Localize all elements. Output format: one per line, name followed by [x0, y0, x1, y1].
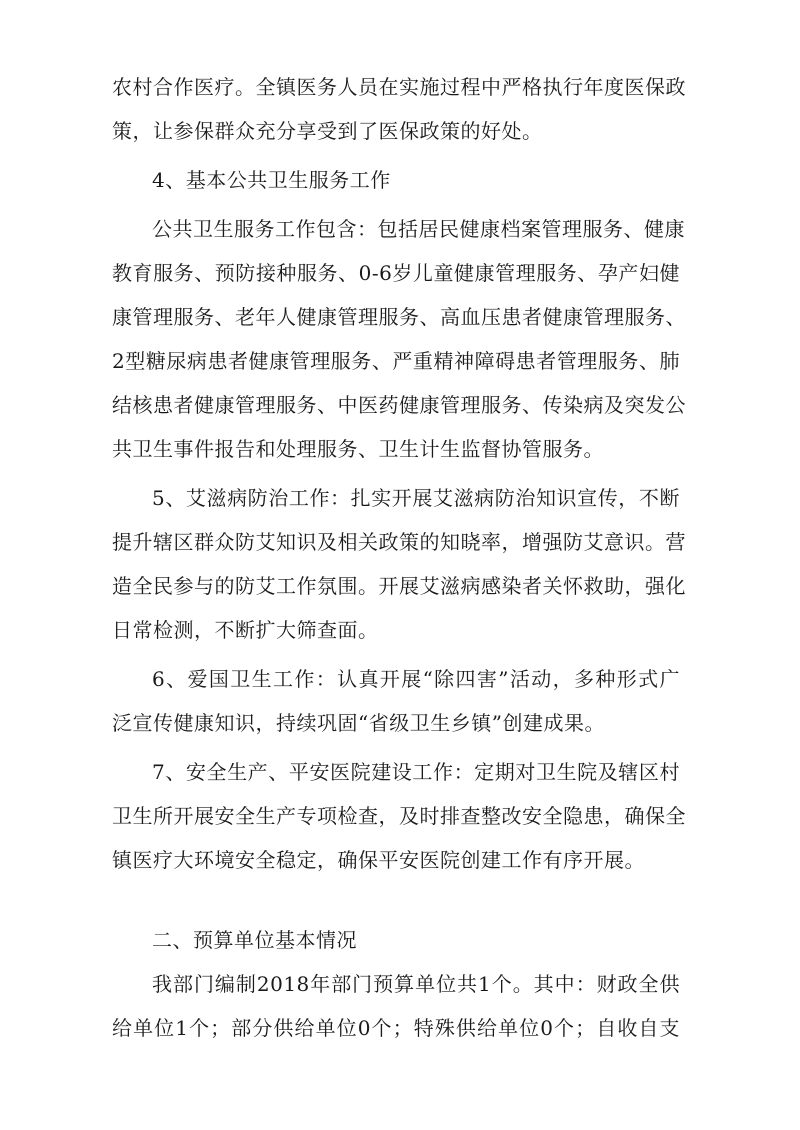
text-line: 卫生所开展安全生产专项检查，及时排查整改安全隐患，确保全: [112, 804, 686, 828]
text-line: 5、艾滋病防治工作：扎实开展艾滋病防治知识宣传，不断: [152, 486, 680, 510]
text-line: 2型糖尿病患者健康管理服务、严重精神障碍患者管理服务、肺: [112, 349, 680, 373]
text-line: 我部门编制2018年部门预算单位共1个。其中：财政全供: [152, 972, 680, 996]
text-line: 6、爱国卫生工作：认真开展“除四害”活动，多种形式广: [152, 667, 680, 691]
text-line: 造全民参与的防艾工作氛围。开展艾滋病感染者关怀救助，强化: [112, 574, 686, 598]
text-line: 7、安全生产、平安医院建设工作：定期对卫生院及辖区村: [152, 760, 680, 784]
text-line: 结核患者健康管理服务、中医药健康管理服务、传染病及突发公: [112, 393, 686, 417]
text-line: 康管理服务、老年人健康管理服务、高血压患者健康管理服务、: [112, 305, 686, 329]
text-line: 策，让参保群众充分享受到了医保政策的好处。: [112, 119, 543, 143]
text-line: 农村合作医疗。全镇医务人员在实施过程中严格执行年度医保政: [112, 75, 686, 99]
section-heading: 4、基本公共卫生服务工作: [152, 168, 391, 192]
text-line: 公共卫生服务工作包含：包括居民健康档案管理服务、健康: [152, 217, 685, 241]
text-line: 教育服务、预防接种服务、0-6岁儿童健康管理服务、孕产妇健: [112, 261, 680, 285]
text-line: 共卫生事件报告和处理服务、卫生计生监督协管服务。: [112, 437, 604, 461]
text-line: 给单位1个；部分供给单位0个；特殊供给单位0个；自收自支: [112, 1016, 680, 1040]
text-line: 泛宣传健康知识，持续巩固“省级卫生乡镇”创建成果。: [112, 711, 605, 735]
text-line: 提升辖区群众防艾知识及相关政策的知晓率，增强防艾意识。营: [112, 530, 686, 554]
section-heading: 二、预算单位基本情况: [152, 928, 357, 952]
text-line: 日常检测，不断扩大筛查面。: [112, 618, 379, 642]
text-line: 镇医疗大环境安全稳定，确保平安医院创建工作有序开展。: [112, 848, 645, 872]
